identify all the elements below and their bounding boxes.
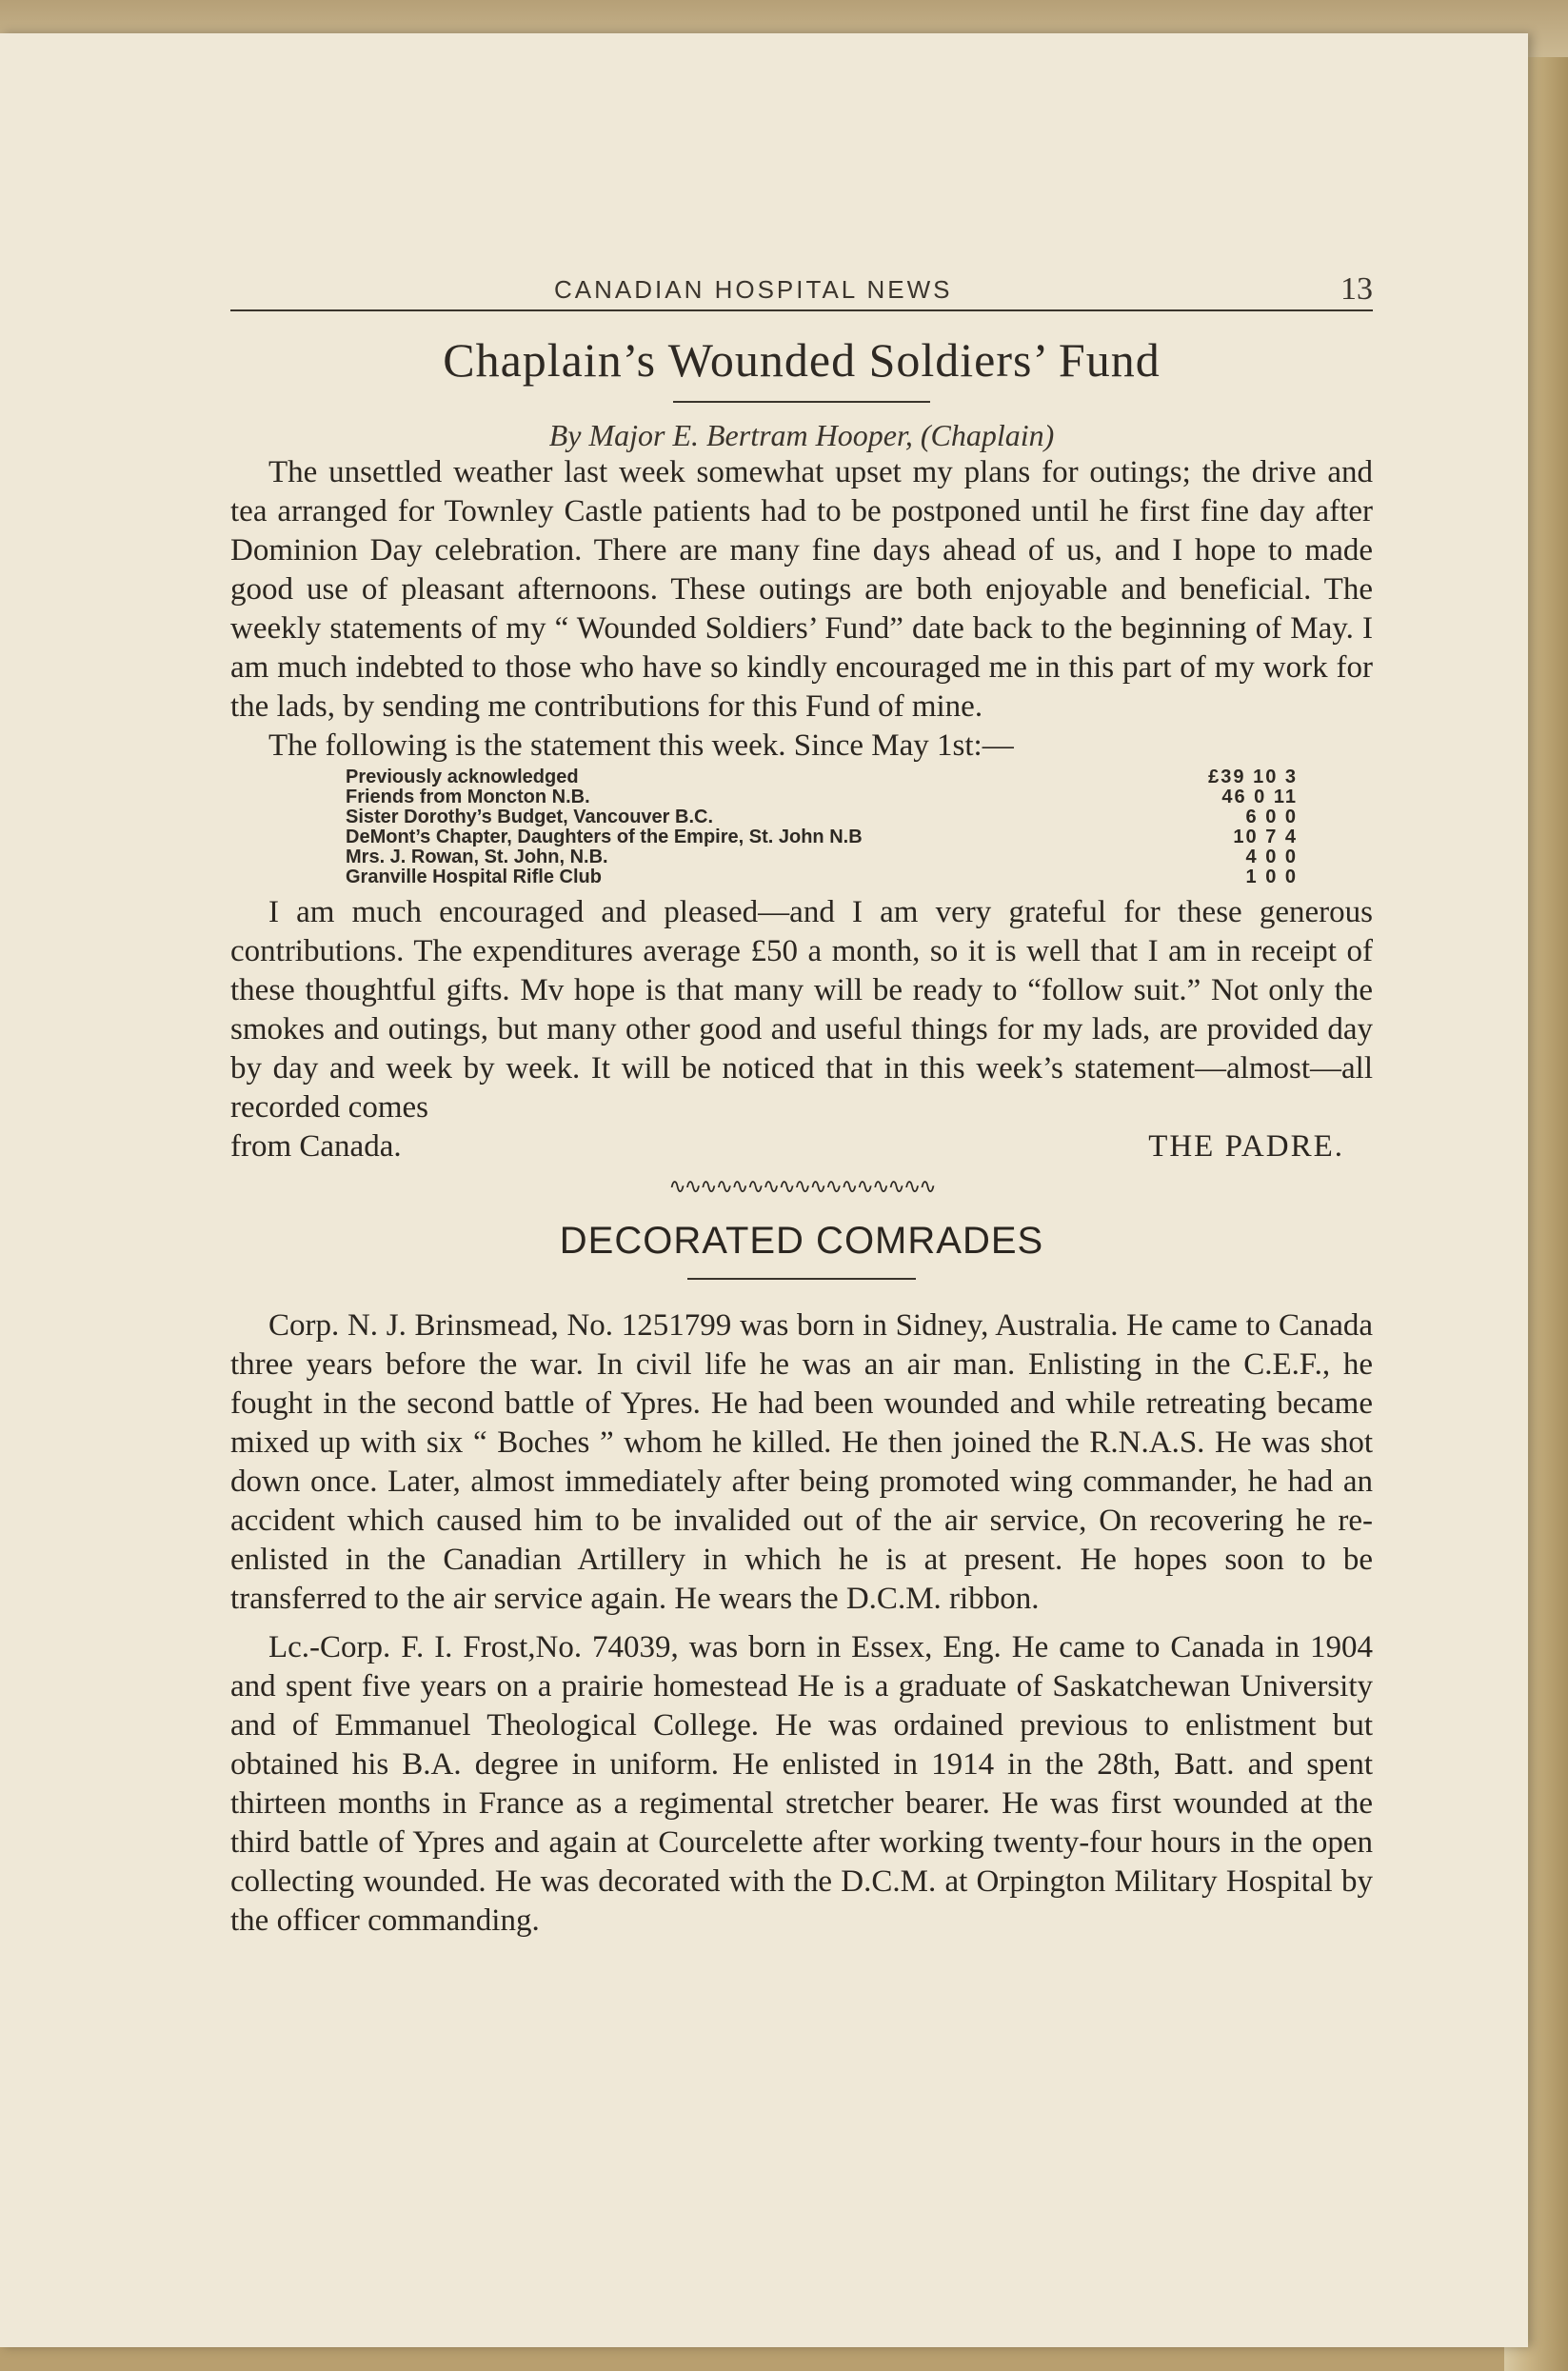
- byline: By Major E. Bertram Hooper, (Chaplain): [548, 418, 1055, 452]
- donation-name: Sister Dorothy’s Budget, Vancouver B.C.: [346, 807, 714, 827]
- title-rule: [673, 401, 930, 403]
- page-content: [230, 271, 1373, 1941]
- donation-name: Granville Hospital Rifle Club: [346, 867, 602, 887]
- donation-name: DeMont’s Chapter, Daughters of the Empire, St. John N.B: [346, 827, 863, 847]
- section-rule: [687, 1278, 916, 1280]
- donation-amount: 6 0 0: [1245, 807, 1298, 827]
- ornament-divider: ∿∿∿∿∿∿∿∿∿∿∿∿∿∿∿∿∿: [668, 1174, 935, 1198]
- section-paragraph-2: Lc.-Corp. F. I. Frost,No. 74039, was born in Essex, Eng. He came to Canada in 1904 and spent five years on a prairie homestead He is a graduate of Saskatchewan University and of Emmanuel Theological College. He was ordained previous to enlistment but obtained his B.A. degree in uniform. He enlisted in 1914 in the 28th, Batt. and spent thirteen months in France as a regimental stretcher bearer. He was first wounded at the third battle of Ypres and again at Courcelette after working twenty-four hours in the open collecting wounded. He was decorated with the D.C.M. at Orpington Military Hospital by the officer commanding.: [230, 1630, 1373, 1938]
- donation-amount: 1 0 0: [1245, 867, 1298, 887]
- donation-name: Mrs. J. Rowan, St. John, N.B.: [346, 847, 608, 867]
- donation-amount: 4 0 0: [1245, 847, 1298, 867]
- page-number: 13: [1340, 271, 1373, 307]
- donation-row: [346, 767, 1298, 787]
- signature-line: [230, 1127, 1373, 1166]
- donation-row: [346, 847, 1298, 867]
- article-paragraph-1: The unsettled weather last week somewhat upset my plans for outings; the drive and tea arranged for Townley Castle patients had to be postponed until he first fine day after Dominion Day celebration. There are many fine days ahead of us, and I hope to made good use of pleasant afternoons. These outings are both enjoyable and beneficial. The weekly statements of my “ Wounded Soldiers’ Fund” date back to the beginning of May. I am much indebted to those who have so kindly encouraged me in this part of my work for the lads, by sending me contributions for this Fund of mine.: [230, 455, 1373, 724]
- running-title: CANADIAN HOSPITAL NEWS: [554, 275, 953, 304]
- donation-row: [346, 787, 1298, 807]
- donation-amount: £39 10 3: [1208, 767, 1298, 787]
- donation-name: Friends from Moncton N.B.: [346, 787, 590, 807]
- donation-name: Previously acknowledged: [346, 767, 579, 787]
- section-paragraph-1: Corp. N. J. Brinsmead, No. 1251799 was born in Sidney, Australia. He came to Canada three years before the war. In civil life he was an air man. Enlisting in the C.E.F., he fought in the second battle of Ypres. He had been wounded and while retreating became mixed up with six “ Boches ” whom he killed. He then joined the R.N.A.S. He was shot down once. Later, almost immediately after being promoted wing commander, he had an accident which caused him to be invalided out of the air service, On recovering he re-enlisted in the Canadian Artillery in which he is at present. He hopes soon to be transferred to the air service again. He wears the D.C.M. ribbon.: [230, 1308, 1373, 1616]
- article-paragraph-2: The following is the statement this week. Since May 1st:—: [268, 728, 1014, 763]
- donation-row: [346, 807, 1298, 827]
- section-title: DECORATED COMRADES: [559, 1220, 1044, 1262]
- article-paragraph-3: I am much encouraged and pleased—and I am very grateful for these generous contributions. The expenditures average £50 a month, so it is well that I am in receipt of these thoughtful gifts. Mv hope is that many will be ready to “follow suit.” Not only the smokes and outings, but many other good and useful things for my lads, are provided day by day and week by week. It will be noticed that in this week’s statement—almost—all recorded comes: [230, 895, 1373, 1125]
- donation-row: [346, 867, 1298, 887]
- signature: THE PADRE.: [1148, 1129, 1344, 1164]
- closing-text: from Canada.: [230, 1129, 402, 1164]
- magazine-page: [0, 33, 1528, 2347]
- donation-row: [346, 827, 1298, 847]
- article-title: Chaplain’s Wounded Soldiers’ Fund: [443, 333, 1161, 387]
- running-header: [230, 271, 1373, 311]
- donation-amount: 10 7 4: [1233, 827, 1298, 847]
- donation-amount: 46 0 11: [1221, 787, 1298, 807]
- donation-list: [346, 767, 1298, 887]
